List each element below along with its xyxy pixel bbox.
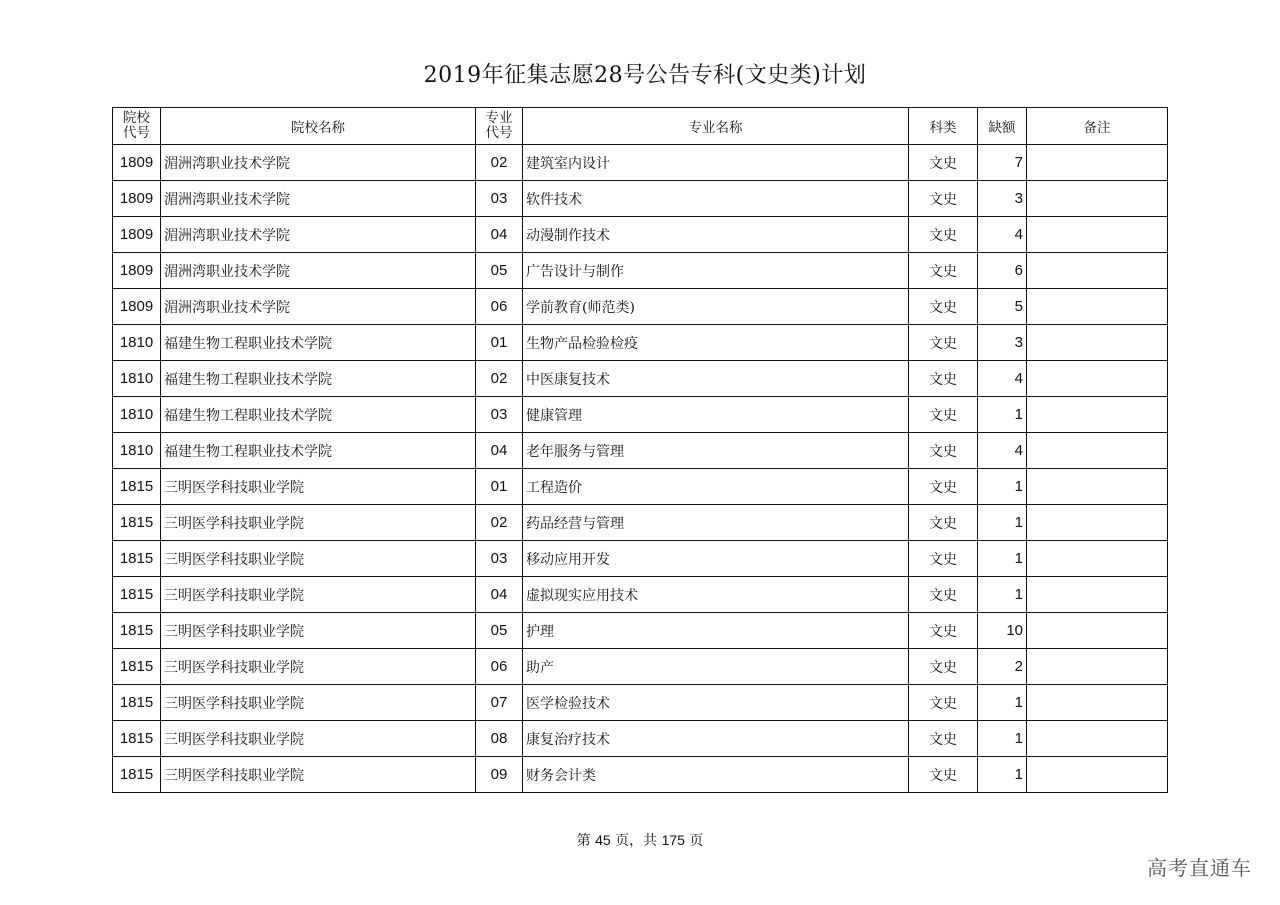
cell-school-code: 1815 [113, 649, 161, 685]
table-row [113, 649, 1168, 685]
cell-major-name: 生物产品检验检疫 [523, 325, 909, 361]
cell-major-name: 康复治疗技术 [523, 721, 909, 757]
cell-major-name: 动漫制作技术 [523, 217, 909, 253]
table-row [113, 721, 1168, 757]
table-row [113, 541, 1168, 577]
cell-major-name: 助产 [523, 649, 909, 685]
cell-remarks [1027, 577, 1168, 613]
cell-school-code: 1810 [113, 325, 161, 361]
cell-category: 文史 [909, 685, 978, 721]
cell-major-code: 06 [476, 289, 523, 325]
header-major-code [476, 108, 523, 145]
cell-category: 文史 [909, 541, 978, 577]
footer-prefix: 第 [576, 833, 591, 849]
cell-category: 文史 [909, 469, 978, 505]
cell-remarks [1027, 649, 1168, 685]
cell-remarks [1027, 721, 1168, 757]
table-row [113, 577, 1168, 613]
cell-major-code: 03 [476, 181, 523, 217]
header-school-code [113, 108, 161, 145]
cell-school-name: 三明医学科技职业学院 [161, 649, 476, 685]
cell-category: 文史 [909, 253, 978, 289]
cell-remarks [1027, 253, 1168, 289]
cell-school-code: 1815 [113, 721, 161, 757]
cell-vacancies: 1 [978, 469, 1027, 505]
cell-remarks [1027, 361, 1168, 397]
cell-school-code: 1815 [113, 577, 161, 613]
cell-school-name: 三明医学科技职业学院 [161, 613, 476, 649]
cell-school-name: 湄洲湾职业技术学院 [161, 253, 476, 289]
total-pages-number: 175 [661, 832, 685, 848]
cell-school-code: 1809 [113, 217, 161, 253]
cell-school-name: 湄洲湾职业技术学院 [161, 181, 476, 217]
cell-school-code: 1815 [113, 685, 161, 721]
cell-vacancies: 1 [978, 685, 1027, 721]
table-row [113, 757, 1168, 793]
cell-remarks [1027, 505, 1168, 541]
cell-school-code: 1810 [113, 397, 161, 433]
cell-school-name: 湄洲湾职业技术学院 [161, 289, 476, 325]
enrollment-plan-table [112, 107, 1168, 793]
cell-category: 文史 [909, 217, 978, 253]
cell-vacancies: 2 [978, 649, 1027, 685]
table-row [113, 505, 1168, 541]
watermark-text: 高考直通车 [1147, 856, 1252, 880]
cell-major-code: 05 [476, 253, 523, 289]
cell-remarks [1027, 181, 1168, 217]
cell-category: 文史 [909, 361, 978, 397]
cell-school-code: 1809 [113, 289, 161, 325]
cell-vacancies: 4 [978, 217, 1027, 253]
cell-category: 文史 [909, 433, 978, 469]
cell-category: 文史 [909, 181, 978, 217]
cell-remarks [1027, 145, 1168, 181]
cell-category: 文史 [909, 577, 978, 613]
cell-school-code: 1809 [113, 145, 161, 181]
header-major-code-line1: 专业 [485, 110, 513, 126]
table-row [113, 361, 1168, 397]
header-school-code-line2: 代号 [123, 125, 150, 141]
table-row [113, 469, 1168, 505]
cell-vacancies: 10 [978, 613, 1027, 649]
cell-major-code: 06 [476, 649, 523, 685]
cell-major-code: 01 [476, 469, 523, 505]
table-row [113, 433, 1168, 469]
table-row [113, 217, 1168, 253]
footer-suffix: 页 [689, 833, 704, 849]
table-row [113, 289, 1168, 325]
cell-remarks [1027, 325, 1168, 361]
cell-major-code: 03 [476, 541, 523, 577]
header-school-code-line1: 院校 [123, 110, 150, 126]
cell-remarks [1027, 397, 1168, 433]
cell-major-code: 02 [476, 505, 523, 541]
cell-school-name: 三明医学科技职业学院 [161, 721, 476, 757]
cell-vacancies: 1 [978, 577, 1027, 613]
table-row [113, 253, 1168, 289]
table-row [113, 325, 1168, 361]
cell-school-name: 三明医学科技职业学院 [161, 685, 476, 721]
table-row [113, 145, 1168, 181]
cell-school-name: 三明医学科技职业学院 [161, 577, 476, 613]
page-footer [0, 830, 1280, 850]
cell-major-code: 05 [476, 613, 523, 649]
header-school-name: 院校名称 [161, 108, 476, 145]
cell-school-code: 1809 [113, 181, 161, 217]
cell-major-code: 04 [476, 433, 523, 469]
cell-major-name: 移动应用开发 [523, 541, 909, 577]
cell-category: 文史 [909, 325, 978, 361]
cell-school-code: 1815 [113, 613, 161, 649]
cell-vacancies: 3 [978, 181, 1027, 217]
header-major-name: 专业名称 [523, 108, 909, 145]
cell-major-code: 02 [476, 145, 523, 181]
cell-school-name: 三明医学科技职业学院 [161, 757, 476, 793]
table-header-row [113, 108, 1168, 145]
cell-major-name: 广告设计与制作 [523, 253, 909, 289]
cell-major-name: 药品经营与管理 [523, 505, 909, 541]
cell-vacancies: 1 [978, 541, 1027, 577]
cell-school-code: 1815 [113, 469, 161, 505]
table-row [113, 181, 1168, 217]
cell-school-name: 福建生物工程职业技术学院 [161, 361, 476, 397]
cell-remarks [1027, 469, 1168, 505]
cell-major-name: 医学检验技术 [523, 685, 909, 721]
cell-vacancies: 3 [978, 325, 1027, 361]
cell-major-name: 护理 [523, 613, 909, 649]
cell-school-code: 1809 [113, 253, 161, 289]
cell-remarks [1027, 289, 1168, 325]
cell-vacancies: 1 [978, 505, 1027, 541]
header-vacancies: 缺额 [978, 108, 1027, 145]
cell-school-code: 1810 [113, 433, 161, 469]
cell-major-name: 学前教育(师范类) [523, 289, 909, 325]
cell-major-code: 08 [476, 721, 523, 757]
cell-major-name: 健康管理 [523, 397, 909, 433]
cell-remarks [1027, 757, 1168, 793]
cell-major-code: 02 [476, 361, 523, 397]
cell-school-name: 湄洲湾职业技术学院 [161, 145, 476, 181]
table-row [113, 397, 1168, 433]
cell-major-name: 建筑室内设计 [523, 145, 909, 181]
cell-major-code: 04 [476, 577, 523, 613]
cell-major-code: 09 [476, 757, 523, 793]
cell-category: 文史 [909, 397, 978, 433]
cell-major-name: 中医康复技术 [523, 361, 909, 397]
cell-school-code: 1815 [113, 505, 161, 541]
cell-school-code: 1815 [113, 541, 161, 577]
header-major-code-line2: 代号 [485, 125, 513, 141]
cell-major-code: 07 [476, 685, 523, 721]
cell-category: 文史 [909, 289, 978, 325]
header-category: 科类 [909, 108, 978, 145]
cell-remarks [1027, 433, 1168, 469]
cell-major-name: 老年服务与管理 [523, 433, 909, 469]
table-row [113, 613, 1168, 649]
cell-remarks [1027, 217, 1168, 253]
cell-major-code: 01 [476, 325, 523, 361]
cell-category: 文史 [909, 757, 978, 793]
cell-school-name: 三明医学科技职业学院 [161, 469, 476, 505]
cell-major-name: 财务会计类 [523, 757, 909, 793]
cell-vacancies: 6 [978, 253, 1027, 289]
table-body [113, 145, 1168, 793]
cell-vacancies: 7 [978, 145, 1027, 181]
cell-school-code: 1810 [113, 361, 161, 397]
table-row [113, 685, 1168, 721]
cell-school-name: 福建生物工程职业技术学院 [161, 433, 476, 469]
cell-remarks [1027, 613, 1168, 649]
cell-major-name: 软件技术 [523, 181, 909, 217]
cell-category: 文史 [909, 505, 978, 541]
cell-vacancies: 1 [978, 757, 1027, 793]
cell-major-name: 虚拟现实应用技术 [523, 577, 909, 613]
cell-school-name: 三明医学科技职业学院 [161, 541, 476, 577]
header-remarks: 备注 [1027, 108, 1168, 145]
cell-major-code: 03 [476, 397, 523, 433]
cell-school-name: 福建生物工程职业技术学院 [161, 397, 476, 433]
cell-category: 文史 [909, 613, 978, 649]
cell-vacancies: 4 [978, 433, 1027, 469]
cell-category: 文史 [909, 145, 978, 181]
cell-major-code: 04 [476, 217, 523, 253]
cell-vacancies: 4 [978, 361, 1027, 397]
page-title: 2019年征集志愿28号公告专科(文史类)计划 [423, 63, 867, 88]
cell-vacancies: 5 [978, 289, 1027, 325]
cell-school-code: 1815 [113, 757, 161, 793]
cell-school-name: 三明医学科技职业学院 [161, 505, 476, 541]
footer-middle: 页，共 [615, 833, 658, 849]
cell-remarks [1027, 685, 1168, 721]
cell-school-name: 福建生物工程职业技术学院 [161, 325, 476, 361]
cell-category: 文史 [909, 721, 978, 757]
cell-vacancies: 1 [978, 721, 1027, 757]
cell-remarks [1027, 541, 1168, 577]
cell-school-name: 湄洲湾职业技术学院 [161, 217, 476, 253]
cell-category: 文史 [909, 649, 978, 685]
current-page-number: 45 [595, 832, 611, 848]
cell-vacancies: 1 [978, 397, 1027, 433]
cell-major-name: 工程造价 [523, 469, 909, 505]
